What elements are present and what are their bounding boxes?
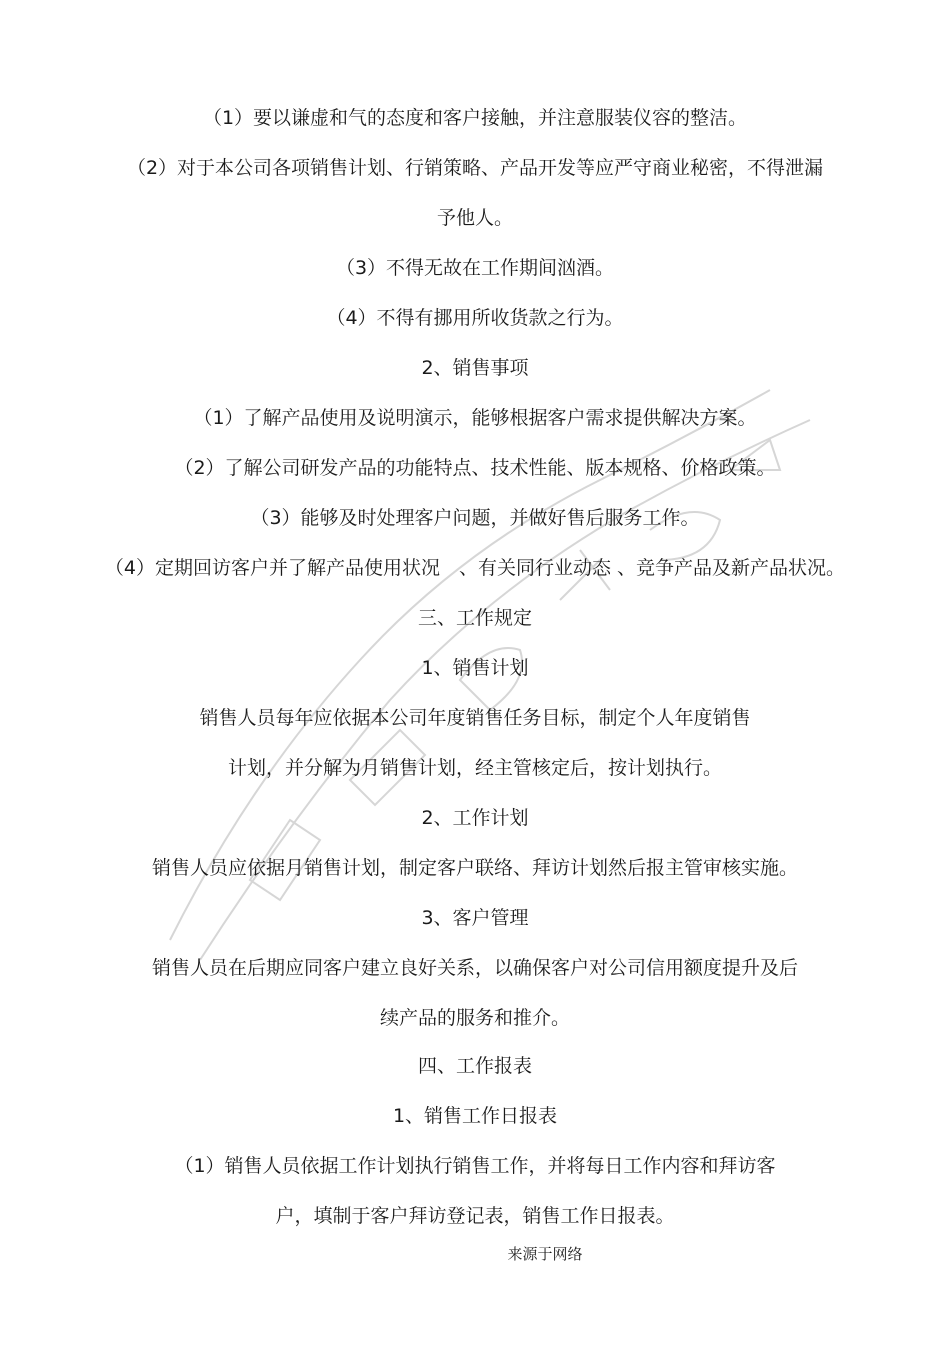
section-heading: 1、销售工作日报表 — [392, 1105, 558, 1127]
footer-source: 来源于网络 — [507, 1245, 583, 1263]
text-line: 销售人员在后期应同客户建立良好关系，以确保客户对公司信用额度提升及后 — [151, 957, 798, 979]
section-heading: 3、客户管理 — [421, 907, 529, 929]
text-line: （2）了解公司研发产品的功能特点、技术性能、版本规格、价格政策。 — [174, 457, 776, 479]
section-heading: 2、销售事项 — [421, 357, 529, 379]
text-line: 销售人员应依据月销售计划，制定客户联络、拜访计划然后报主管审核实施。 — [151, 857, 798, 879]
text-line: （1）销售人员依据工作计划执行销售工作，并将每日工作内容和拜访客 — [174, 1155, 776, 1177]
text-line: （4）定期回访客户并了解产品使用状况 、有关同行业动态 、竞争产品及新产品状况。 — [104, 557, 846, 579]
text-line: 计划，并分解为月销售计划，经主管核定后，按计划执行。 — [227, 757, 722, 779]
text-line: （3）能够及时处理客户问题，并做好售后服务工作。 — [250, 507, 700, 529]
text-line: 户，填制于客户拜访登记表，销售工作日报表。 — [275, 1205, 675, 1227]
text-line: （1）要以谦虚和气的态度和客户接触，并注意服装仪容的整洁。 — [202, 107, 748, 129]
section-heading: 三、工作规定 — [417, 607, 532, 629]
section-heading: 2、工作计划 — [421, 807, 529, 829]
text-line: （2）对于本公司各项销售计划、行销策略、产品开发等应严守商业秘密，不得泄漏 — [126, 157, 824, 179]
text-line: （3）不得无故在工作期间汹酒。 — [335, 257, 615, 279]
text-line: （4）不得有挪用所收货款之行为。 — [326, 307, 624, 329]
text-line: 续产品的服务和推介。 — [379, 1007, 570, 1029]
section-heading: 1、销售计划 — [421, 657, 529, 679]
section-heading: 四、工作报表 — [417, 1055, 532, 1077]
text-line: 予他人。 — [436, 207, 513, 229]
text-line: （1）了解产品使用及说明演示，能够根据客户需求提供解决方案。 — [193, 407, 757, 429]
text-line: 销售人员每年应依据本公司年度销售任务目标，制定个人年度销售 — [199, 707, 751, 729]
